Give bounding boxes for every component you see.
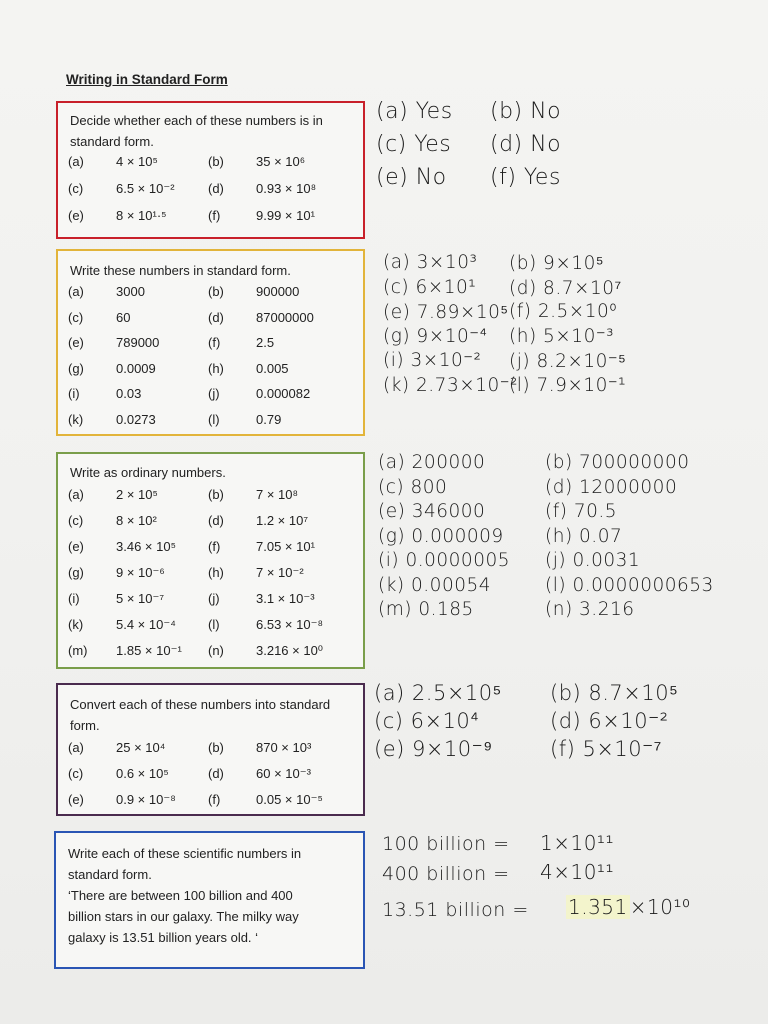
item-label: (g) xyxy=(68,565,84,580)
handwritten-answer: (h) 0.07 xyxy=(545,525,623,547)
item-label: (a) xyxy=(68,154,84,169)
box5-line: billion stars in our galaxy. The milky way xyxy=(68,909,299,924)
item-expression: 0.79 xyxy=(256,411,282,427)
item-label: (e) xyxy=(68,208,84,223)
handwritten-answer: (j) 0.0031 xyxy=(545,550,641,571)
box5-line: Write each of these scientific numbers in xyxy=(68,846,302,861)
item-expression: 1.85 × 10⁻¹ xyxy=(116,643,182,658)
item-label: (f) xyxy=(208,335,221,350)
item-expression: 789000 xyxy=(116,335,160,350)
item-expression: 2.5 xyxy=(256,335,275,350)
page-title: Writing in Standard Form xyxy=(66,72,228,87)
item-label: (m) xyxy=(68,643,88,658)
handwritten-answer: (k) 0.00054 xyxy=(378,574,492,596)
item-expression: 870 × 10³ xyxy=(256,740,312,755)
handwritten-answer: (g) 0.000009 xyxy=(378,525,504,547)
item-label: (n) xyxy=(208,643,224,658)
handwritten-answer: (d) 8.7×10⁷ xyxy=(509,277,622,299)
handwritten-answer: (f) 2.5×10⁰ xyxy=(509,301,618,322)
item-label: (d) xyxy=(208,309,224,325)
handwritten-answer: (f) 5×10⁻⁷ xyxy=(550,737,662,761)
handwritten-answer: (i) 3×10⁻² xyxy=(383,350,482,371)
handwritten-answer: (c) 800 xyxy=(378,476,448,498)
answer-5-right: 4×10¹¹ xyxy=(540,860,614,884)
handwritten-answer: (g) 9×10⁻⁴ xyxy=(383,325,488,347)
handwritten-answer: (b) 9×10⁵ xyxy=(509,253,605,274)
question-box-3 xyxy=(56,452,365,669)
item-label: (j) xyxy=(208,591,220,606)
handwritten-answer: (f) 70.5 xyxy=(545,501,618,522)
handwritten-answer: (e) No xyxy=(376,165,447,190)
handwritten-answer: (b) No xyxy=(490,99,562,124)
item-expression: 2 × 10⁵ xyxy=(116,487,158,502)
question-box-2-intro: Write these numbers in standard form. xyxy=(70,263,291,278)
item-expression: 1.2 × 10⁷ xyxy=(256,513,309,528)
answer-5-left: 100 billion = xyxy=(382,833,510,855)
question-box-3-intro: Write as ordinary numbers. xyxy=(70,465,226,480)
item-expression: 3.1 × 10⁻³ xyxy=(256,591,315,606)
item-label: (b) xyxy=(208,487,224,502)
item-expression: 0.000082 xyxy=(256,386,311,401)
answer-5-suffix: ×10¹⁰ xyxy=(629,895,691,919)
item-expression: 3.216 × 10⁰ xyxy=(256,643,324,658)
handwritten-answer: (b) 700000000 xyxy=(545,452,690,473)
item-label: (l) xyxy=(208,617,220,632)
box5-line: standard form. xyxy=(68,867,152,882)
item-label: (b) xyxy=(208,740,224,755)
item-label: (c) xyxy=(68,513,84,528)
handwritten-answer: (k) 2.73×10⁻² xyxy=(383,374,518,396)
answer-5-right xyxy=(566,895,691,919)
item-label: (f) xyxy=(208,208,221,223)
handwritten-answer: (e) 7.89×10⁵ xyxy=(383,302,509,323)
item-label: (h) xyxy=(208,565,224,580)
handwritten-answer: (i) 0.0000005 xyxy=(378,550,510,571)
item-label: (k) xyxy=(68,411,84,427)
item-expression: 900000 xyxy=(256,284,300,299)
handwritten-answer: (d) No xyxy=(490,132,562,157)
item-label: (i) xyxy=(68,591,80,606)
handwritten-answer: (a) Yes xyxy=(376,99,453,124)
question-box-2 xyxy=(56,249,365,436)
question-box-5 xyxy=(54,831,365,969)
item-label: (l) xyxy=(208,411,220,427)
handwritten-answer: (a) 200000 xyxy=(378,452,486,473)
handwritten-answer: (f) Yes xyxy=(490,165,561,190)
answer-5-left: 400 billion = xyxy=(382,863,510,885)
item-label: (b) xyxy=(208,284,224,299)
handwritten-answer: (l) 0.0000000653 xyxy=(545,574,714,596)
handwritten-answer: (n) 3.216 xyxy=(545,599,635,620)
handwritten-answer: (d) 6×10⁻² xyxy=(550,709,669,733)
question-box-1-intro: Decide whether each of these numbers is in standard form. xyxy=(70,113,323,149)
item-label: (h) xyxy=(208,360,224,376)
item-label: (k) xyxy=(68,617,84,632)
item-expression: 8 × 10¹·⁵ xyxy=(116,208,167,223)
item-expression: 0.0009 xyxy=(116,360,156,376)
handwritten-answer: (l) 7.9×10⁻¹ xyxy=(509,374,627,396)
handwritten-answer: (j) 8.2×10⁻⁵ xyxy=(509,351,627,372)
highlighted-value: 1.351 xyxy=(568,895,628,919)
handwritten-answer: (m) 0.185 xyxy=(378,599,474,620)
item-label: (a) xyxy=(68,284,84,299)
item-label: (c) xyxy=(68,181,84,196)
question-box-4-intro: Convert each of these numbers into standard form. xyxy=(70,697,331,733)
item-label: (f) xyxy=(208,792,221,807)
item-label: (i) xyxy=(68,386,80,401)
item-label: (b) xyxy=(208,154,224,169)
item-expression: 7.05 × 10¹ xyxy=(256,539,315,554)
item-label: (d) xyxy=(208,513,224,528)
handwritten-answer: (e) 9×10⁻⁹ xyxy=(374,737,493,761)
answer-5-right: 1×10¹¹ xyxy=(540,831,614,855)
handwritten-answer: (c) 6×10⁴ xyxy=(374,709,480,733)
item-expression: 0.03 xyxy=(116,386,142,401)
item-expression: 6.5 × 10⁻² xyxy=(116,181,175,196)
item-label: (a) xyxy=(68,487,84,502)
question-box-1 xyxy=(56,101,365,239)
handwritten-answer: (b) 8.7×10⁵ xyxy=(550,681,679,705)
item-expression: 0.6 × 10⁵ xyxy=(116,766,169,781)
item-expression: 35 × 10⁶ xyxy=(256,154,306,169)
handwritten-answer: (c) 6×10¹ xyxy=(383,276,477,298)
question-box-4 xyxy=(56,683,365,816)
item-expression: 60 xyxy=(116,309,131,325)
item-expression: 5 × 10⁻⁷ xyxy=(116,591,165,606)
item-label: (c) xyxy=(68,309,84,325)
handwritten-answer: (a) 3×10³ xyxy=(383,252,478,273)
item-expression: 5.4 × 10⁻⁴ xyxy=(116,617,176,632)
item-expression: 8 × 10² xyxy=(116,513,157,528)
handwritten-answer: (d) 12000000 xyxy=(545,476,678,498)
item-expression: 9 × 10⁻⁶ xyxy=(116,565,165,580)
handwritten-answer: (a) 2.5×10⁵ xyxy=(374,681,502,705)
item-expression: 3000 xyxy=(116,284,145,299)
item-expression: 25 × 10⁴ xyxy=(116,740,166,755)
answer-5-left: 13.51 billion = xyxy=(382,899,529,921)
item-expression: 0.0273 xyxy=(116,411,156,427)
item-label: (e) xyxy=(68,335,84,350)
item-label: (d) xyxy=(208,766,224,781)
item-label: (d) xyxy=(208,181,224,196)
box5-line: galaxy is 13.51 billion years old. ‘ xyxy=(68,930,259,945)
handwritten-answer: (e) 346000 xyxy=(378,501,486,522)
item-expression: 4 × 10⁵ xyxy=(116,154,158,169)
item-expression: 6.53 × 10⁻⁸ xyxy=(256,617,323,632)
item-label: (j) xyxy=(208,386,220,401)
item-expression: 0.05 × 10⁻⁵ xyxy=(256,792,323,807)
handwritten-answer: (h) 5×10⁻³ xyxy=(509,325,615,347)
item-label: (c) xyxy=(68,766,84,781)
item-expression: 3.46 × 10⁵ xyxy=(116,539,176,554)
item-label: (f) xyxy=(208,539,221,554)
item-expression: 0.005 xyxy=(256,360,289,376)
item-expression: 0.9 × 10⁻⁸ xyxy=(116,792,176,807)
item-expression: 9.99 × 10¹ xyxy=(256,208,315,223)
item-label: (e) xyxy=(68,792,84,807)
handwritten-answer: (c) Yes xyxy=(376,132,452,157)
item-expression: 7 × 10⁻² xyxy=(256,565,304,580)
item-expression: 87000000 xyxy=(256,309,314,325)
item-expression: 0.93 × 10⁸ xyxy=(256,181,317,196)
box5-line: ‘There are between 100 billion and 400 xyxy=(68,888,293,903)
item-label: (a) xyxy=(68,740,84,755)
item-expression: 7 × 10⁸ xyxy=(256,487,298,502)
item-label: (e) xyxy=(68,539,84,554)
item-expression: 60 × 10⁻³ xyxy=(256,766,311,781)
item-label: (g) xyxy=(68,360,84,376)
